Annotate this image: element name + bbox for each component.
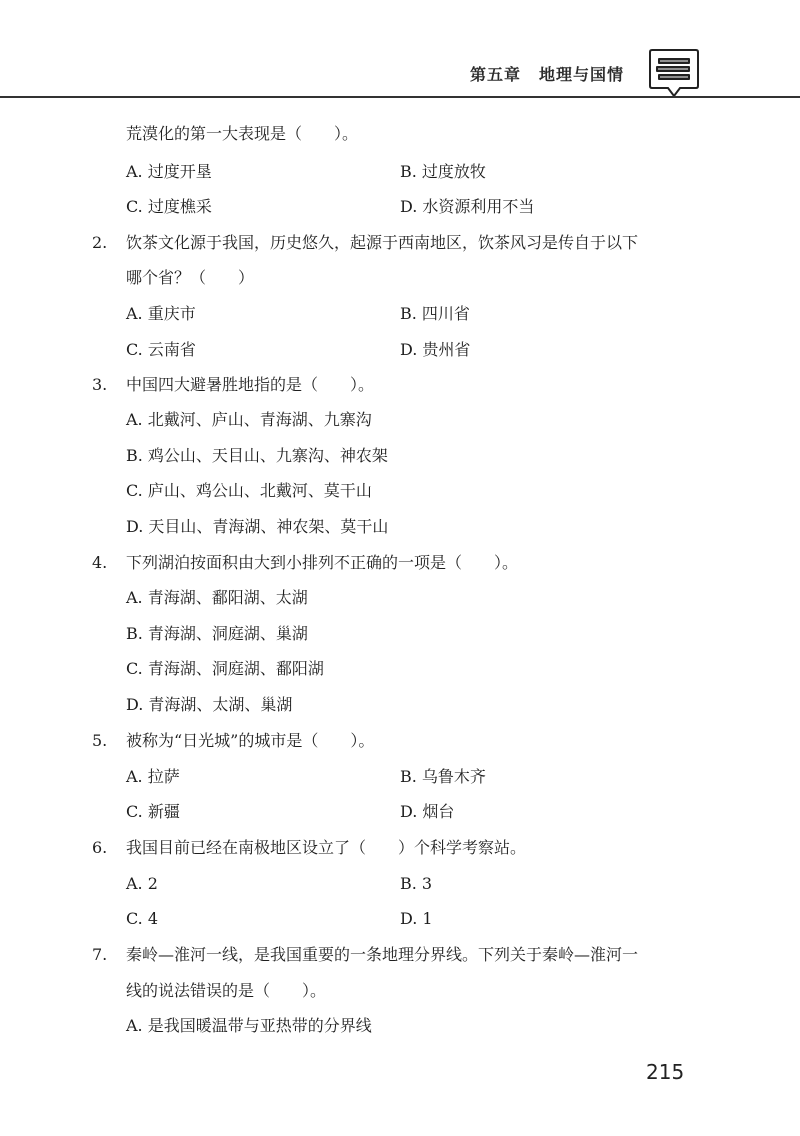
q6-number: 6. bbox=[92, 838, 108, 857]
q1-stem: 荒漠化的第一大表现是（ ）。 bbox=[126, 124, 359, 143]
q6-stem: 我国目前已经在南极地区设立了（ ）个科学考察站。 bbox=[126, 838, 527, 857]
q1-option-c: C. 过度樵采 bbox=[126, 197, 212, 216]
q7-stem-line2: 线的说法错误的是（ ）。 bbox=[126, 981, 327, 1000]
q3-option-d: D. 天目山、青海湖、神农架、莫干山 bbox=[126, 517, 389, 536]
q1-option-d: D. 水资源利用不当 bbox=[400, 197, 535, 216]
q6-option-b: B. 3 bbox=[400, 874, 433, 893]
q5-option-d: D. 烟台 bbox=[400, 802, 455, 821]
q2-number: 2. bbox=[92, 233, 108, 252]
q2-option-b: B. 四川省 bbox=[400, 304, 470, 323]
q1-option-a: A. 过度开垦 bbox=[126, 162, 212, 181]
q2-option-c: C. 云南省 bbox=[126, 340, 196, 359]
q7-option-a: A. 是我国暖温带与亚热带的分界线 bbox=[126, 1016, 372, 1035]
q2-option-d: D. 贵州省 bbox=[400, 340, 471, 359]
q4-option-c: C. 青海湖、洞庭湖、鄱阳湖 bbox=[126, 659, 324, 678]
q7-stem-line1: 秦岭—淮河一线，是我国重要的一条地理分界线。下列关于秦岭—淮河一 bbox=[126, 945, 639, 964]
page-number: 215 bbox=[646, 1060, 685, 1084]
chapter-title: 地理与国情 bbox=[539, 65, 625, 84]
q3-option-b: B. 鸡公山、天目山、九寨沟、神农架 bbox=[126, 446, 388, 465]
q5-number: 5. bbox=[92, 731, 108, 750]
q2-stem-line1: 饮茶文化源于我国，历史悠久，起源于西南地区，饮茶风习是传自于以下 bbox=[126, 233, 639, 252]
q3-stem: 中国四大避暑胜地指的是（ ）。 bbox=[126, 375, 375, 394]
q6-option-a: A. 2 bbox=[126, 874, 158, 893]
q1-option-b: B. 过度放牧 bbox=[400, 162, 486, 181]
header-divider bbox=[0, 96, 800, 98]
q5-option-b: B. 乌鲁木齐 bbox=[400, 767, 486, 786]
q6-option-c: C. 4 bbox=[126, 909, 159, 928]
q3-number: 3. bbox=[92, 375, 108, 394]
books-icon bbox=[648, 46, 700, 102]
q5-stem: 被称为“日光城”的城市是（ ）。 bbox=[126, 731, 375, 750]
q4-stem: 下列湖泊按面积由大到小排列不正确的一项是（ ）。 bbox=[126, 553, 519, 572]
q5-option-a: A. 拉萨 bbox=[126, 767, 180, 786]
q2-option-a: A. 重庆市 bbox=[126, 304, 196, 323]
q6-option-d: D. 1 bbox=[400, 909, 433, 928]
page-header bbox=[0, 0, 800, 100]
q4-option-d: D. 青海湖、太湖、巢湖 bbox=[126, 695, 293, 714]
q5-option-c: C. 新疆 bbox=[126, 802, 180, 821]
q7-number: 7. bbox=[92, 945, 108, 964]
q2-stem-line2: 哪个省？（ ） bbox=[126, 268, 255, 287]
q4-option-b: B. 青海湖、洞庭湖、巢湖 bbox=[126, 624, 308, 643]
q3-option-c: C. 庐山、鸡公山、北戴河、莫干山 bbox=[126, 481, 372, 500]
q4-option-a: A. 青海湖、鄱阳湖、太湖 bbox=[126, 588, 308, 607]
chapter-heading bbox=[470, 62, 624, 85]
q4-number: 4. bbox=[92, 553, 108, 572]
q3-option-a: A. 北戴河、庐山、青海湖、九寨沟 bbox=[126, 410, 372, 429]
chapter-label: 第五章 bbox=[470, 65, 522, 84]
